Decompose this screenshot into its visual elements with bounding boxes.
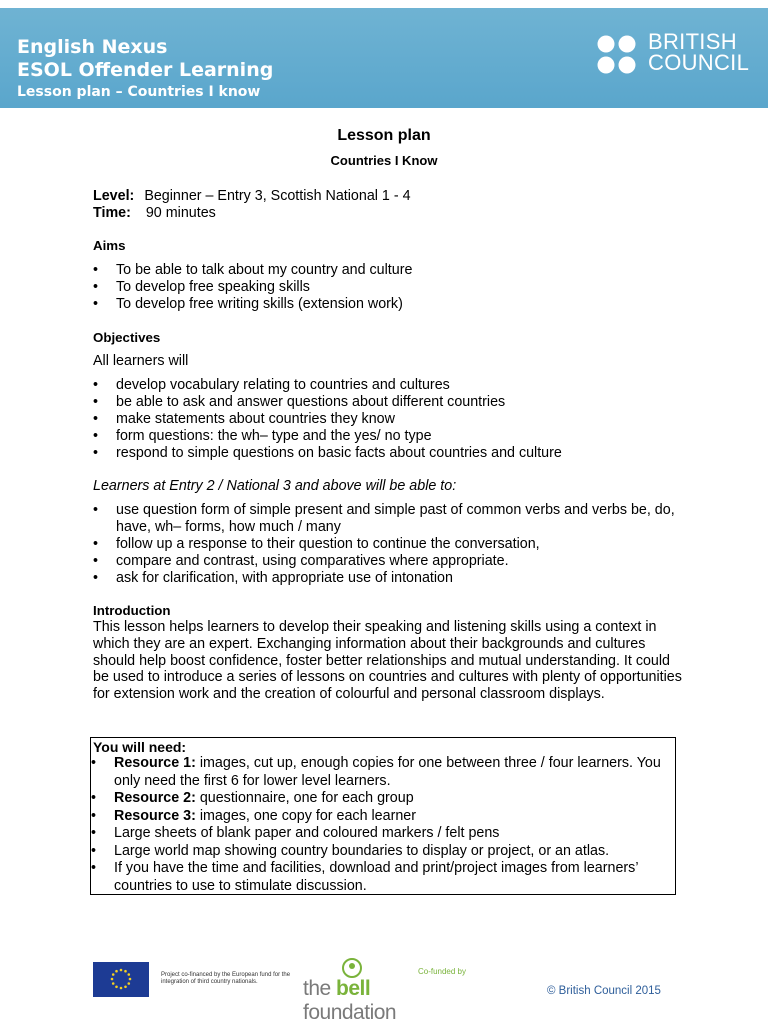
british-council-logo	[596, 29, 756, 90]
list-item: • use question form of simple present and simple past of common verbs and verbs be, do, have, wh– forms, how much / many	[93, 502, 675, 535]
list-item: • To develop free writing skills (extension work)	[93, 295, 403, 312]
eu-funding-note: Project co-financed by the European fund for the integration of third country nationals.	[161, 972, 291, 985]
list-item: • ask for clarification, with appropriate use of intonation	[93, 569, 453, 586]
materials-box	[90, 737, 676, 895]
level-label: Level:	[93, 188, 135, 204]
objectives-intro: All learners will	[93, 353, 189, 369]
list-item: • make statements about countries they know	[93, 410, 395, 427]
entry-level-list	[93, 502, 683, 587]
aims-list	[93, 262, 412, 313]
bell-foundation-icon	[341, 957, 363, 979]
objectives-list	[93, 377, 562, 462]
time-label: Time:	[93, 205, 131, 221]
introduction-heading: Introduction	[93, 603, 171, 618]
entry-level-note: Learners at Entry 2 / National 3 and above will be able to:	[93, 478, 457, 494]
list-item: • form questions: the wh– type and the yes/ no type	[93, 427, 432, 444]
list-item: • be able to ask and answer questions about different countries	[93, 393, 506, 410]
list-item: • follow up a response to their question to continue the conversation,	[93, 535, 540, 552]
list-item: • Resource 2: questionnaire, one for each group	[91, 790, 414, 806]
header-title: English Nexus	[17, 36, 168, 58]
copyright-text: © British Council 2015	[547, 985, 661, 997]
header-subtitle: ESOL Offender Learning	[17, 59, 274, 81]
time-line	[93, 205, 216, 221]
list-item: • Large world map showing country boundaries to display or project, or an atlas.	[91, 842, 610, 859]
aims-heading: Aims	[93, 238, 126, 253]
list-item: • Large sheets of blank paper and coloured markers / felt pens	[91, 825, 500, 841]
list-item: • To be able to talk about my country and culture	[93, 262, 413, 278]
list-item: • If you have the time and facilities, download and print/project images from learners’ countries to use to stimulate discussion.	[91, 860, 638, 894]
list-item: • respond to simple questions on basic facts about countries and culture	[93, 444, 562, 461]
materials-heading: You will need:	[93, 739, 187, 755]
eu-stars-icon	[93, 962, 149, 997]
introduction-text: This lesson helps learners to develop their speaking and listening skills using a context in which they are an expert. Exchanging information about their backgrounds and cultures should help boost confidence, foster better relationships and mutual understanding. It could be used to introduce a series of lessons on countries and cultures with plenty of opportunities for extension work and the creation of colourful and personal classroom displays.	[93, 619, 682, 703]
bell-foundation-logo: Co-funded by the bell foundation	[303, 957, 466, 1001]
list-item: • compare and contrast, using comparatives where appropriate.	[93, 552, 509, 569]
time-value: 90 minutes	[145, 205, 216, 221]
list-item: • Resource 1: images, cut up, enough copies for one between three / four learners. You only need the first 6 for lower level learners.	[91, 755, 661, 789]
eu-flag-logo	[93, 962, 149, 997]
materials-list	[91, 755, 671, 895]
objectives-heading: Objectives	[93, 330, 161, 345]
list-item: • Resource 3: images, one copy for each learner	[91, 807, 416, 824]
list-item: • To develop free speaking skills	[93, 278, 310, 295]
header-lesson-name: Lesson plan – Countries I know	[17, 84, 261, 100]
header-banner	[0, 8, 768, 108]
british-council-wordmark: BRITISH COUNCIL	[648, 29, 750, 75]
list-item: • develop vocabulary relating to countries and cultures	[93, 377, 450, 393]
british-council-dots-icon	[596, 34, 640, 78]
level-line	[93, 188, 411, 204]
page-subtitle: Countries I Know	[330, 153, 438, 168]
page-title: Lesson plan	[337, 127, 431, 144]
level-value: Beginner – Entry 3, Scottish National 1 - 4	[144, 188, 411, 204]
